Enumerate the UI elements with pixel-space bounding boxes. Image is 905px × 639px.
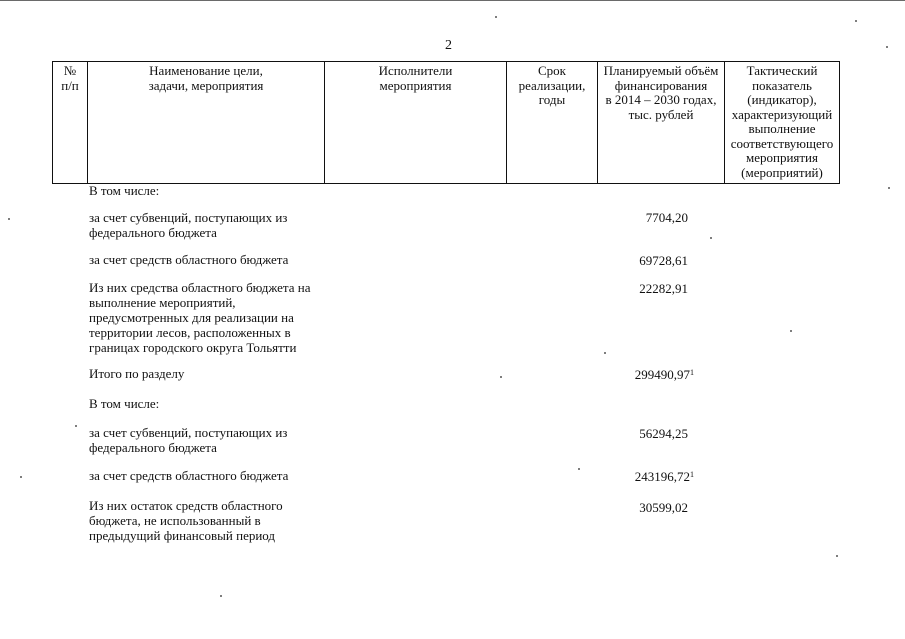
scan-speck <box>495 16 497 18</box>
scan-speck <box>8 218 10 220</box>
header-financing-text: Планируемый объём финансирования в 2014 – 2030 годах, тыс. рублей <box>603 63 719 122</box>
scan-speck <box>500 376 502 378</box>
scan-speck <box>220 595 222 597</box>
header-name <box>88 62 325 184</box>
row-value: 69728,61 <box>639 253 688 268</box>
header-indicator-text: Тактический показатель (индикатор), характеризующий выполнение соответствующего мероприятия (мероприятий) <box>730 63 834 180</box>
row-label: Из них средства областного бюджета на выполнение мероприятий, предусмотренных для реализации на территории лесов, расположенных в границах городского округа Тольятти <box>89 280 311 355</box>
scan-speck <box>604 352 606 354</box>
scan-speck <box>855 20 857 22</box>
row-label: за счет средств областного бюджета <box>89 252 289 267</box>
scan-speck <box>790 330 792 332</box>
page-number: 2 <box>445 38 452 53</box>
header-number <box>53 62 88 184</box>
header-number-text: № п/п <box>61 63 79 93</box>
row-value: 243196,72 <box>634 469 690 484</box>
row-value-with-footnote <box>604 367 694 382</box>
header-indicator <box>725 62 840 184</box>
row-label: за счет субвенций, поступающих из федерального бюджета <box>89 210 288 240</box>
header-term <box>507 62 598 184</box>
row-label: за счет субвенций, поступающих из федерального бюджета <box>89 425 288 455</box>
footnote-mark: 1 <box>690 368 694 377</box>
scan-speck <box>578 468 580 470</box>
header-executors <box>325 62 507 184</box>
scan-speck <box>888 187 890 189</box>
table-header <box>52 61 840 184</box>
scan-speck <box>886 46 888 48</box>
row-value: 22282,91 <box>639 281 688 296</box>
scan-speck <box>710 237 712 239</box>
header-executors-text: Исполнители мероприятия <box>378 63 453 93</box>
row-label: Из них остаток средств областного бюджета, не использованный в предыдущий финансовый период <box>89 498 283 543</box>
row-label: В том числе: <box>89 183 160 198</box>
row-label: Итого по разделу <box>89 366 185 381</box>
top-edge-line <box>0 0 905 1</box>
row-value: 30599,02 <box>639 500 688 515</box>
scan-speck <box>836 555 838 557</box>
row-label: В том числе: <box>89 396 160 411</box>
row-label: за счет средств областного бюджета <box>89 468 289 483</box>
row-value-with-footnote <box>604 469 694 484</box>
scan-speck <box>20 476 22 478</box>
row-value: 299490,97 <box>634 367 690 382</box>
scan-speck <box>75 425 77 427</box>
row-value: 7704,20 <box>645 210 688 225</box>
footnote-mark: 1 <box>690 470 694 479</box>
row-value: 56294,25 <box>639 426 688 441</box>
header-financing <box>598 62 725 184</box>
header-term-text: Срок реализации, годы <box>518 63 586 107</box>
header-name-text: Наименование цели, задачи, мероприятия <box>148 63 264 93</box>
